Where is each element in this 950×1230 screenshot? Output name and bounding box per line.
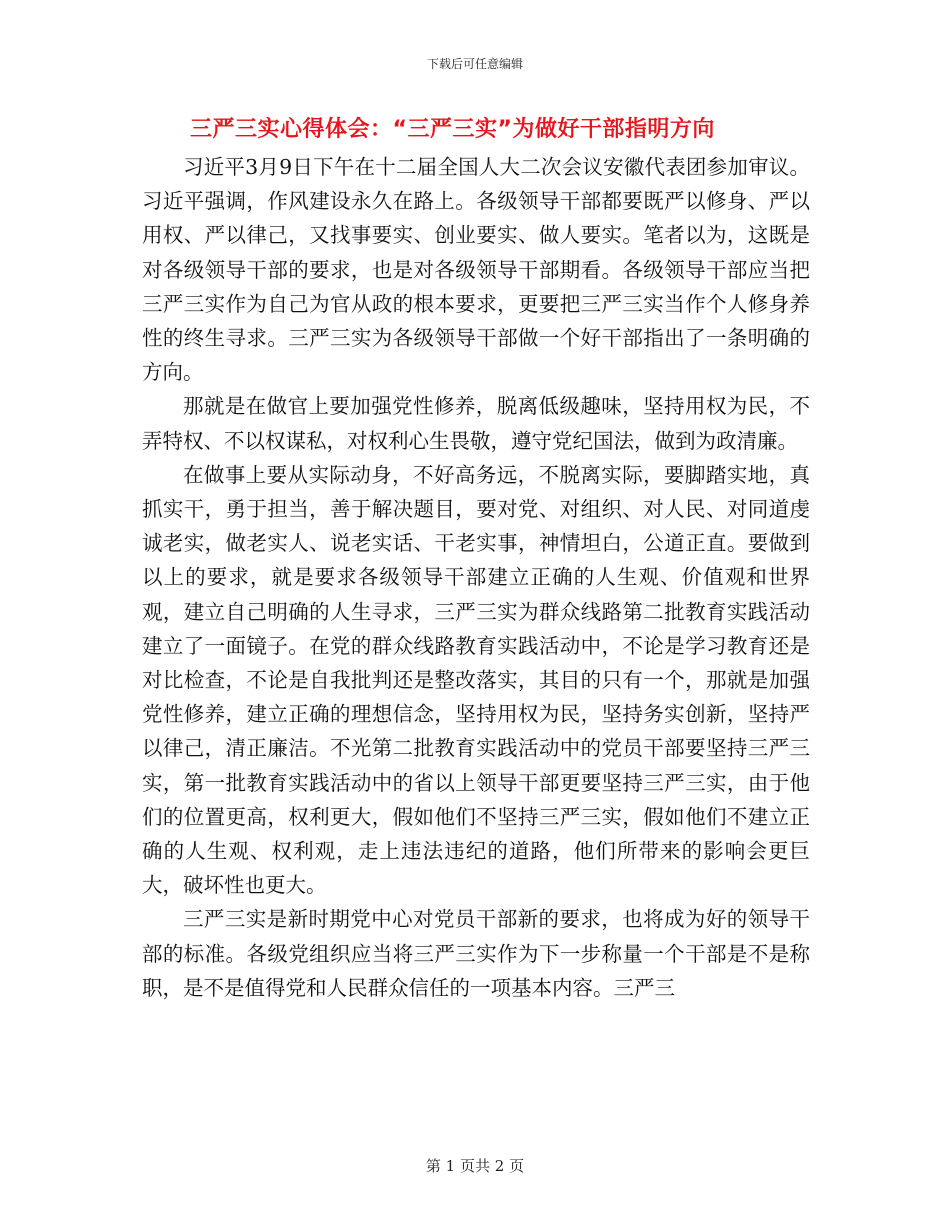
paragraph-3: 在做事上要从实际动身，不好高务远，不脱离实际，要脚踏实地，真抓实干，勇于担当，善于解决题目，要对党、对组织、对人民、对同道虔诚老实，做老实人、说老实话、干老实事，神情坦白，公道正直。要做到以上的要求，就是要求各级领导干部建立正确的人生观、价值观和世界观，建立自己明确的人生寻求，三严三实为群众线路第二批教育实践活动建立了一面镜子。在党的群众线路教育实践活动中，不论是学习教育还是对比检查，不论是自我批判还是整改落实，其目的只有一个，那就是加强党性修养，建立正确的理想信念，坚持用权为民，坚持务实创新，坚持严以律己，清正廉洁。不光第二批教育实践活动中的党员干部要坚持三严三实，第一批教育实践活动中的省以上领导干部更要坚持三严三实，由于他们的位置更高，权利更大，假如他们不坚持三严三实，假如他们不建立正确的人生观、权利观，走上违法违纪的道路，他们所带来的影响会更巨大，破坏性也更大。 — [142, 462, 810, 898]
paragraph-1: 习近平3月9日下午在十二届全国人大二次会议安徽代表团参加审议。习近平强调，作风建设永久在路上。各级领导干部都要既严以修身、严以用权、严以律己，又找事要实、创业要实、做人要实。笔者以为，这既是对各级领导干部的要求，也是对各级领导干部期看。各级领导干部应当把三严三实作为自己为官从政的根本要求，更要把三严三实当作个人修身养性的终生寻求。三严三实为各级领导干部做一个好干部指出了一条明确的方向。 — [142, 155, 810, 385]
page-header-note: 下载后可任意编辑 — [426, 57, 523, 71]
document-title: 三严三实心得体会：“三严三实”为做好干部指明方向 — [190, 117, 715, 142]
page-number: 第 1 页共 2 页 — [425, 1157, 525, 1175]
paragraph-2: 那就是在做官上要加强党性修养，脱离低级趣味，坚持用权为民，不弄特权、不以权谋私，对权利心生畏敬，遵守党纪国法，做到为政清廉。 — [142, 394, 810, 453]
paragraph-4: 三严三实是新时期党中心对党员干部新的要求，也将成为好的领导干部的标准。各级党组织应当将三严三实作为下一步称量一个干部是不是称职，是不是值得党和人民群众信任的一项基本内容。三严三 — [142, 907, 810, 1000]
document-body — [142, 150, 810, 1005]
